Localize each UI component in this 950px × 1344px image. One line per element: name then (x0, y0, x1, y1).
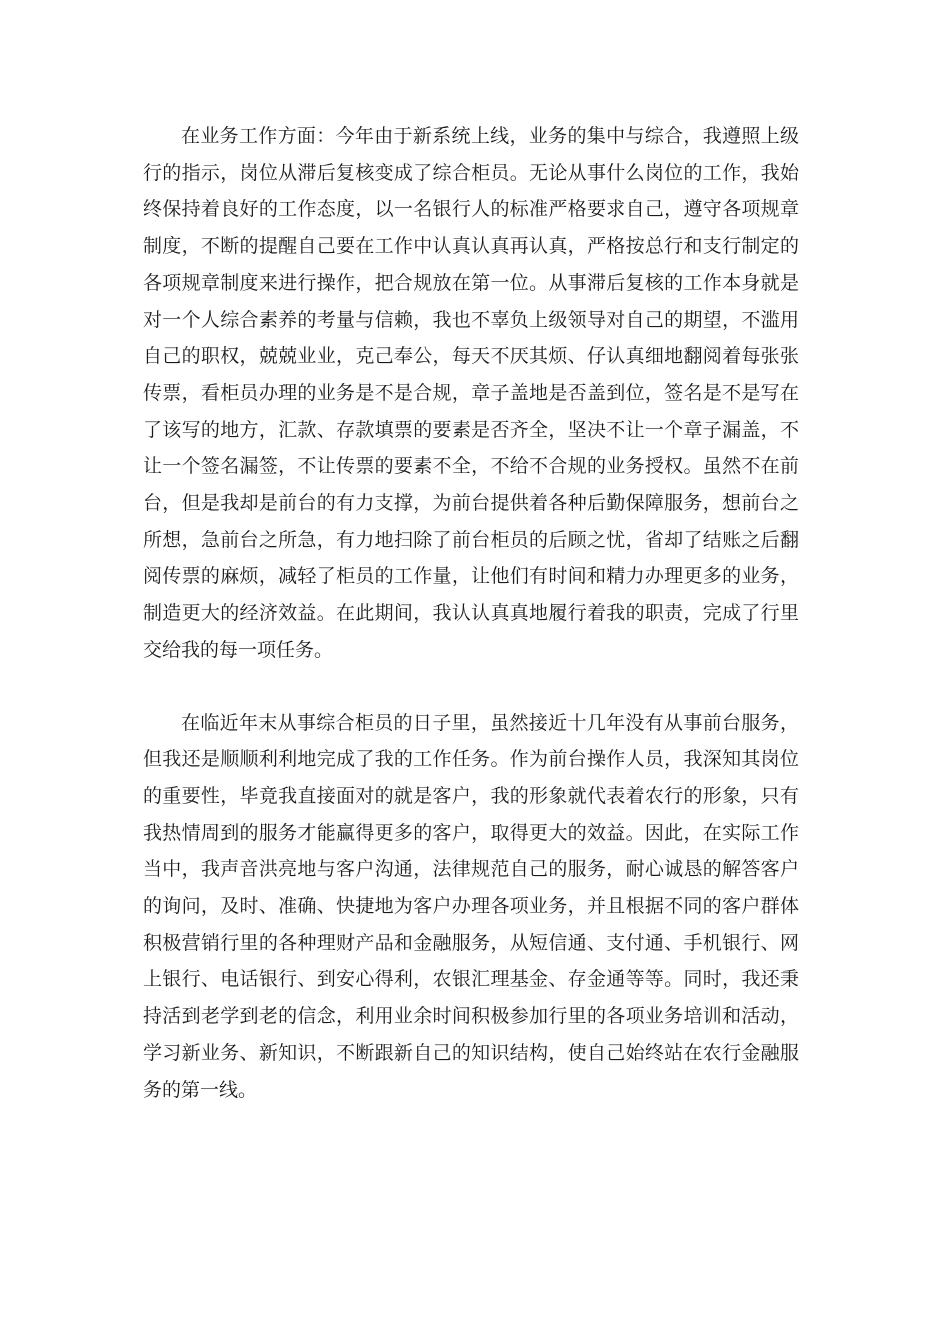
paragraph-business-work: 在业务工作方面：今年由于新系统上线，业务的集中与综合，我遵照上级行的指示，岗位从滞后复核变成了综合柜员。无论从事什么岗位的工作，我始终保持着良好的工作态度，以一名银行人的标准严格要求自己，遵守各项规章制度，不断的提醒自己要在工作中认真认真再认真，严格按总行和支行制定的各项规章制度来进行操作，把合规放在第一位。从事滞后复核的工作本身就是对一个人综合素养的考量与信赖，我也不辜负上级领导对自己的期望，不滥用自己的职权，兢兢业业，克己奉公，每天不厌其烦、仔认真细地翻阅着每张张传票，看柜员办理的业务是不是合规，章子盖地是否盖到位，签名是不是写在了该写的地方，汇款、存款填票的要素是否齐全，坚决不让一个章子漏盖，不让一个签名漏签，不让传票的要素不全，不给不合规的业务授权。虽然不在前台，但是我却是前台的有力支撑，为前台提供着各种后勤保障服务，想前台之所想，急前台之所急，有力地扫除了前台柜员的后顾之忧，省却了结账之后翻阅传票的麻烦，减轻了柜员的工作量，让他们有时间和精力办理更多的业务，制造更大的经济效益。在此期间，我认认真真地履行着我的职责，完成了行里交给我的每一项任务。 (143, 125, 799, 661)
document-body (143, 118, 799, 1108)
paragraph-teller-work: 在临近年末从事综合柜员的日子里，虽然接近十几年没有从事前台服务，但我还是顺顺利利地完成了我的工作任务。作为前台操作人员，我深知其岗位的重要性，毕竟我直接面对的就是客户，我的形象就代表着农行的形象，只有我热情周到的服务才能赢得更多的客户，取得更大的效益。因此，在实际工作当中，我声音洪亮地与客户沟通，法律规范自己的服务，耐心诚恳的解答客户的询问，及时、准确、快捷地为客户办理各项业务，并且根据不同的客户群体积极营销行里的各种理财产品和金融服务，从短信通、支付通、手机银行、网上银行、电话银行、到安心得利，农银汇理基金、存金通等等。同时，我还秉持活到老学到老的信念，利用业余时间积极参加行里的各项业务培训和活动，学习新业务、新知识，不断跟新自己的知识结构，使自己始终站在农行金融服务的第一线。 (143, 711, 799, 1101)
